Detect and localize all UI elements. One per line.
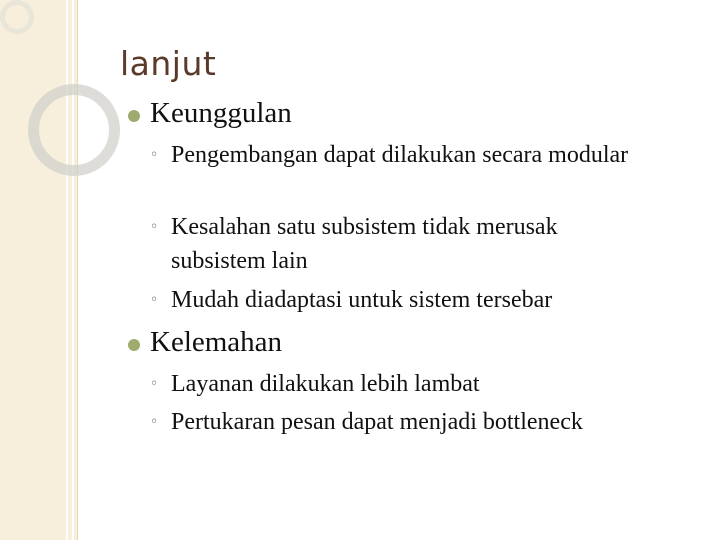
- decorative-ring-small: [0, 0, 34, 34]
- decorative-ring-large: [28, 84, 120, 176]
- list-item-text: Layanan dilakukan lebih lambat: [171, 371, 480, 397]
- sidebar-stripe: [72, 0, 74, 540]
- section-heading-label: Kelemahan: [150, 326, 283, 358]
- section-heading-label: Keunggulan: [150, 97, 292, 129]
- bullet-circle-icon: ◦: [150, 219, 159, 235]
- bullet-dot-icon: [128, 110, 140, 122]
- bullet-circle-icon: ◦: [150, 147, 159, 163]
- slide-title: lanjut: [120, 44, 217, 83]
- bullet-circle-icon: ◦: [150, 292, 159, 308]
- list-item-text: Pengembangan dapat dilakukan secara modular: [171, 142, 629, 168]
- sidebar-stripe: [66, 0, 68, 540]
- bullet-dot-icon: [128, 339, 140, 351]
- decorative-sidebar: [0, 0, 78, 540]
- list-item-text: Pertukaran pesan dapat menjadi bottleneck: [171, 409, 583, 435]
- bullet-circle-icon: ◦: [150, 376, 159, 392]
- bullet-circle-icon: ◦: [150, 414, 159, 430]
- sidebar-edge: [77, 0, 78, 540]
- list-item-text: Mudah diadaptasi untuk sistem tersebar: [171, 287, 553, 313]
- list-item-text: Kesalahan satu subsistem tidak merusak subsistem lain: [171, 214, 558, 274]
